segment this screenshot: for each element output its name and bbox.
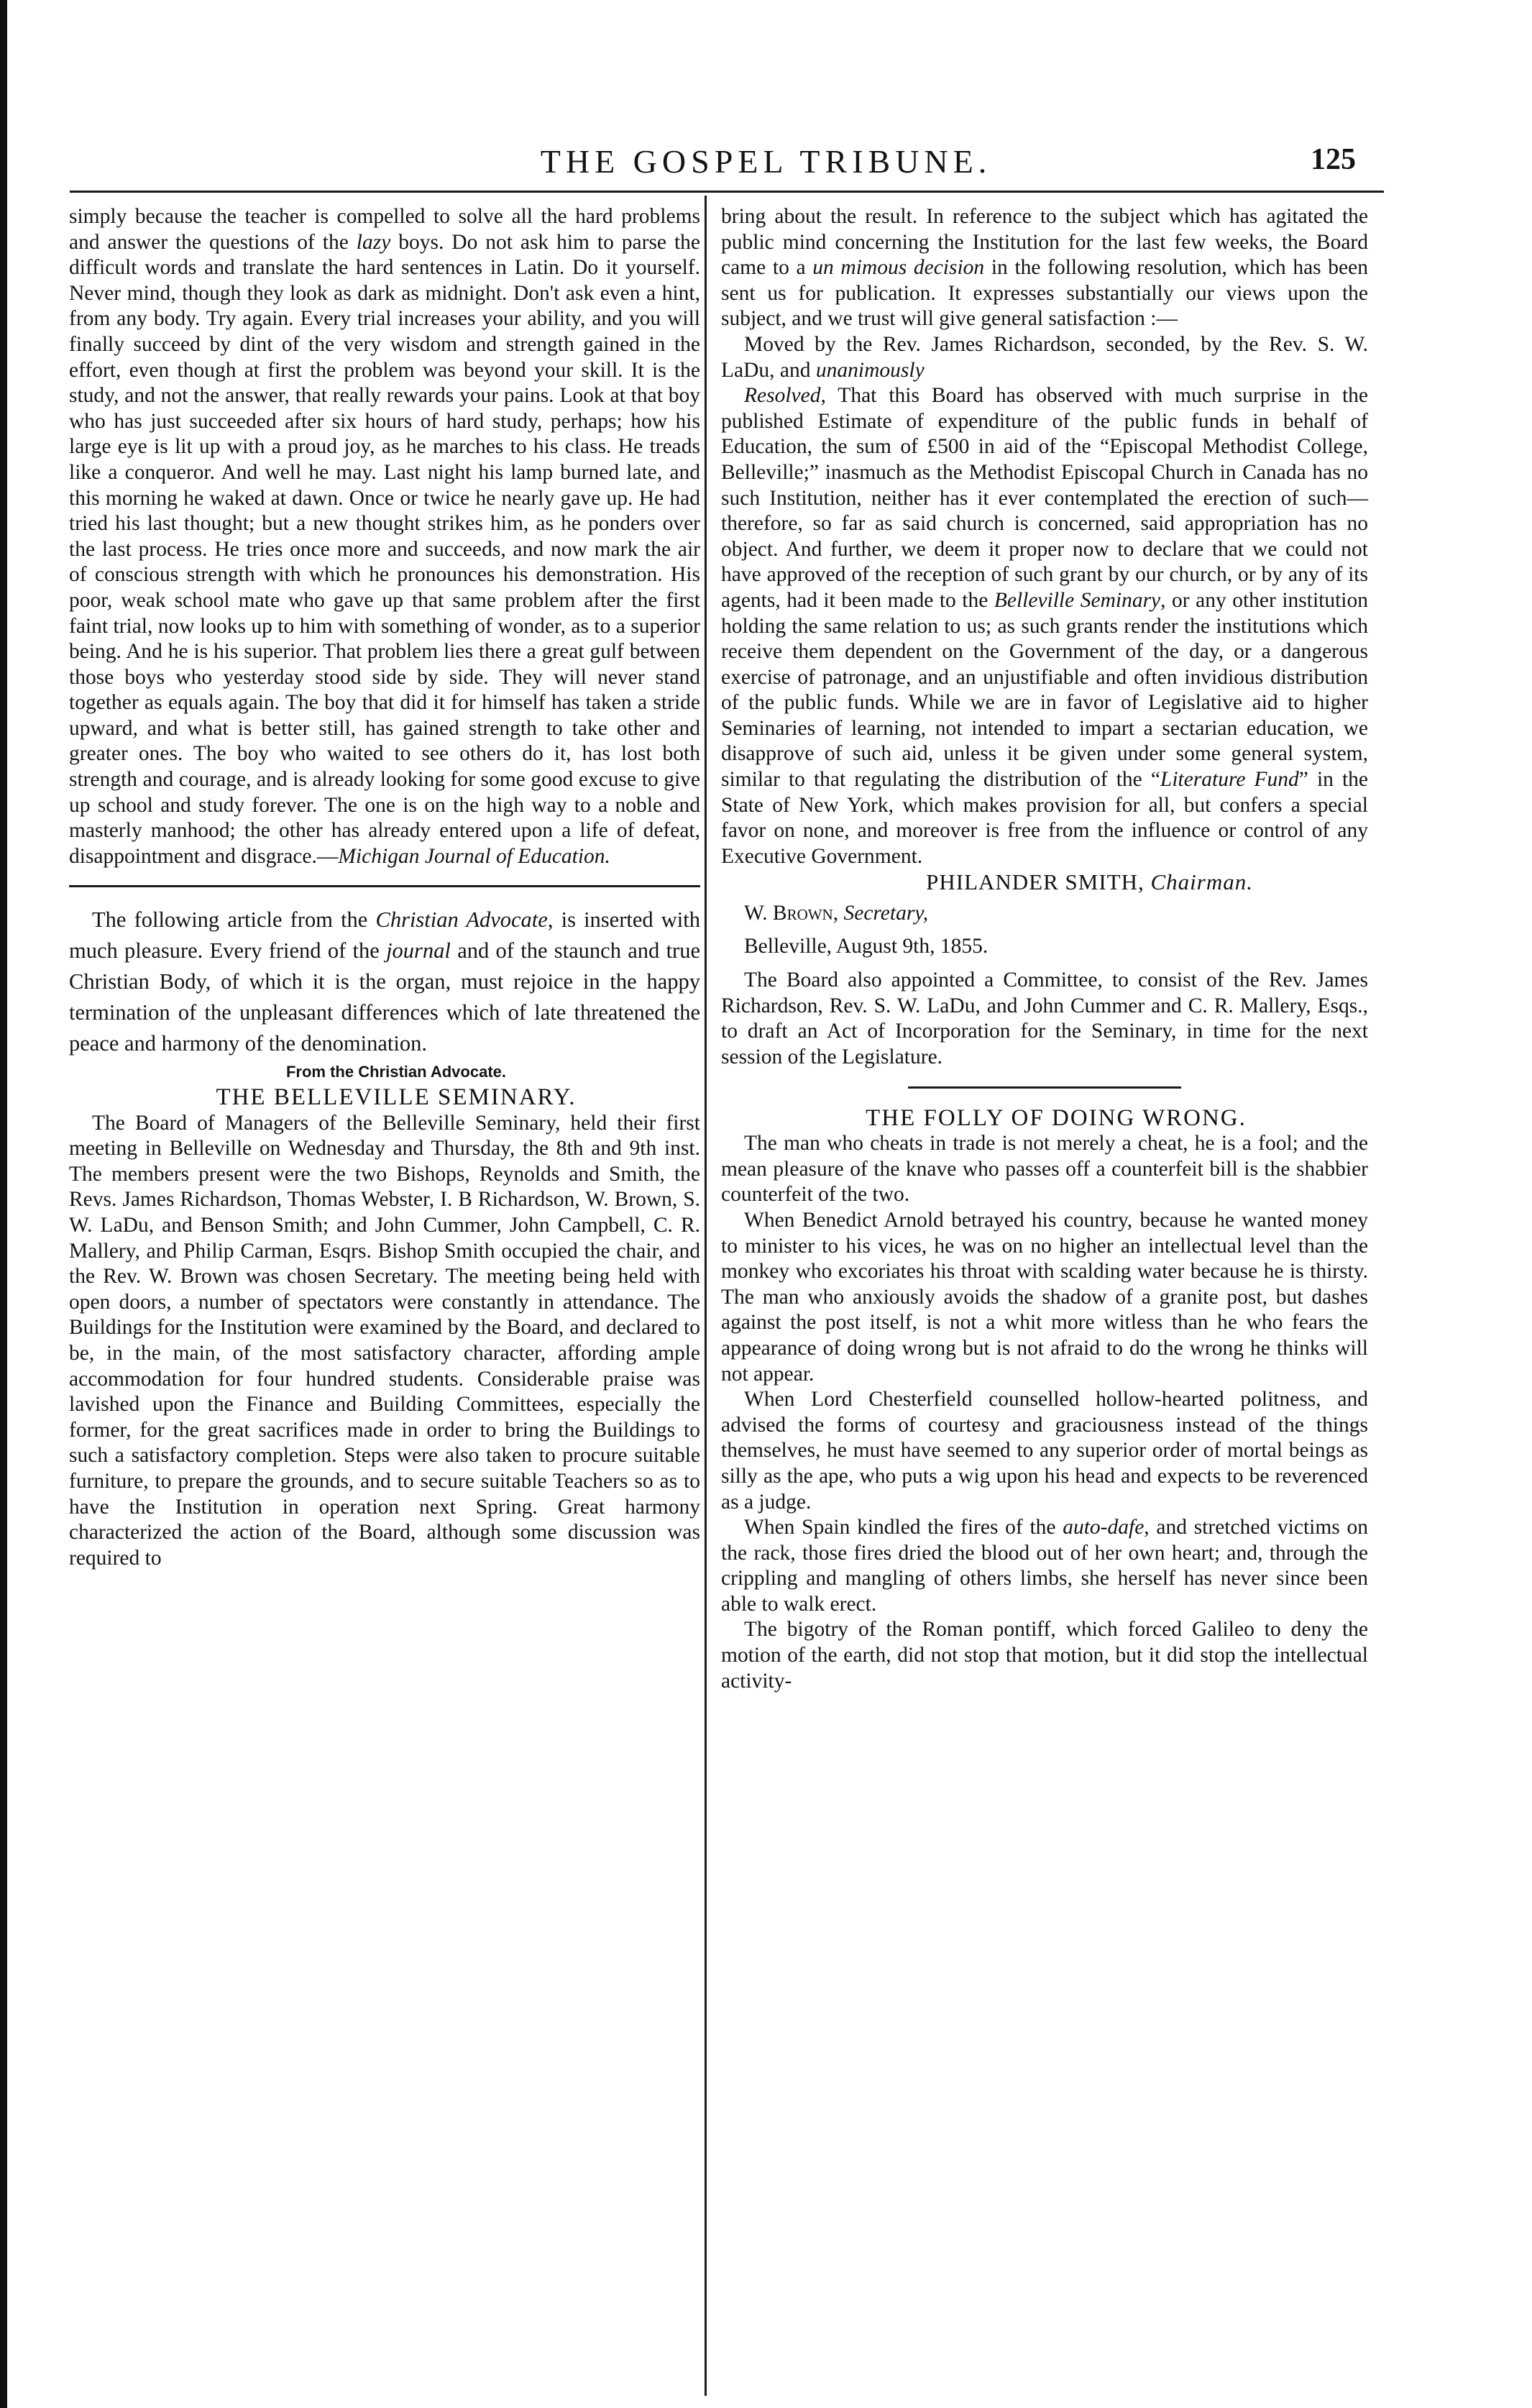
chairman-signature [721, 869, 1368, 895]
editor-intro-note [69, 905, 700, 1059]
seminary-heading: THE BELLEVILLE SEMINARY. [216, 1084, 577, 1111]
secretary-name: Brown, [772, 902, 839, 925]
section-rule [69, 885, 700, 887]
committee-paragraph: The Board also appointed a Committee, to consist of the Rev. James Richardson, Rev. S. W. LaDu, and John Cummer and C. R. Mallery, Esqs., to draft an Act of Incorporation for the Seminary, in time for the next session of the Legislature. [721, 969, 1368, 1068]
right-column [721, 204, 1368, 1694]
italic-text: Belleville Seminary [994, 588, 1161, 612]
text-run: boys. Do not ask him to parse the difficult words and translate the hard sentences in Latin. Do it yourself. Never mind, though they look as dark as midnight. Don't ask even a hint, from any body. Try again. Every trial increases your ability, and you will finally succeed by dint of the very wisdom and strength gained in the effort, even though at first the problem was beyond your skill. It is the study, and not the answer, that really rewards your pains. Look at that boy who has just succeeded after six hours of hard study, perhaps; how his large eye is lit up with a proud joy, as he marches to his class. He treads like a conqueror. And well he may. Last night his lamp burned late, and this morning he waked at dawn. Once or twice he nearly gave up. He had tried his last thought; but a new thought strikes him, as he ponders over the last process. He tries once more and succeeds, and now mark the air of conscious strength with which he pronounces his demonstration. His poor, weak school mate who gave up that same problem after the first faint trial, now looks up to him with something of wonder, as to a superior being. And he is his superior. That problem lies there a great gulf between those boys who yesterday stood side by side. They will never stand together as equals again. The boy that did it for himself has taken a stride upward, and what is better still, has gained strength to take other and greater ones. The boy who waited to see others do it, has lost both strength and courage, and is already looking for some good excuse to give up school and study forever. The one is on the high way to a noble and masterly manhood; the other has already entered upon a life of defeat, disappointment and disgrace.— [69, 230, 700, 868]
text-run: When Spain kindled the fires of the [744, 1516, 1063, 1539]
text-run: That this Board has observed with much surprise in the published Estimate of expenditure of the public funds in behalf of Education, the sum of £500 in aid of the “Episcopal Methodist College, Belleville;” inasmuch as the Methodist Episcopal Church in Canada has no such Institution, neither has it ever contemplated the erection of such—therefore, so far as said church is concerned, said appropriation has no object. And further, we deem it proper now to declare that we could not have approved of the reception of such grant by our church, or by any of its agents, had it been made to the [721, 384, 1368, 612]
text-run: and of the staunch and true Christian Body, of which it is the organ, must rejoice in the happy termination of the unpleasant differences which of late threatened the peace and harmony of the denomination. [69, 938, 700, 1056]
folly-heading: THE FOLLY OF DOING WRONG. [866, 1104, 1247, 1131]
italic-text: un mimous decision [812, 256, 985, 280]
italic-text: journal [386, 938, 451, 963]
folly-paragraph: When Benedict Arnold betrayed his country, because he wanted money to minister to his vices, he was on no higher an intellectual level than the monkey who excoriates his throat with scalding water because he is thirsty. The man who anxiously avoids the shadow of a granite post, but dashes against the post itself, is not a whit more witless than he who fears the appearance of doing wrong but is not afraid to do the wrong he thinks will not appear. [721, 1208, 1368, 1386]
seminary-continued-paragraph [721, 204, 1368, 332]
intro-paragraph [69, 905, 700, 1059]
text-run: ” in the State of New York, which makes provision for all, but confers a special favor on none, and moreover is free from the influence or control of any Executive Government. [721, 768, 1368, 868]
italic-text: Literature Fund [1160, 768, 1299, 792]
secretary-signature [721, 901, 1368, 927]
chairman-name: PHILANDER SMITH, [926, 869, 1145, 895]
text-run: , and stretched victims on the rack, those fires dried the blood out of her own heart; and, through the crippling and mangling of others limbs, she herself has never since been able to walk erect. [721, 1516, 1368, 1616]
text-run: The following article from the [92, 907, 376, 933]
italic-text: auto-dafe [1063, 1516, 1145, 1539]
text-run: bring about the result. In reference to the subject which has agitated the public mind concerning the Institution for the last few weeks, the Board came to a [721, 205, 1368, 280]
binding-edge [0, 0, 7, 2408]
text-run: simply because the teacher is compelled to solve all the hard problems and answer the questions of the [69, 205, 700, 254]
resolution-paragraph [721, 383, 1368, 869]
page-header-title: THE GOSPEL TRIBUNE. [540, 143, 992, 180]
folly-paragraph [721, 1515, 1368, 1617]
italic-text: Christian Advocate [375, 907, 548, 933]
header-rule [70, 191, 1384, 193]
text-run: , or any other institution holding the same relation to us; as such grants render the institutions which receive them dependent on the Government of the day, or a dangerous exercise of patronage, and an unjustifiable and often invidious distribution of the public funds. While we are in favor of Legislative aid to higher Seminaries of learning, not intended to impart a sectarian education, we disapprove of such aid, unless it be given under some general system, similar to that regulating the distribution of the “ [721, 588, 1369, 792]
seminary-paragraph: The Board of Managers of the Belleville Seminary, held their first meeting in Belleville on Wednesday and Thursday, the 8th and 9th inst. The members present were the two Bishops, Reynolds and Smith, the Revs. James Richardson, Thomas Webster, I. B Richardson, W. Brown, S. W. LaDu, and Benson Smith; and John Cummer, John Campbell, C. R. Mallery, and Philip Carman, Esqrs. Bishop Smith occupied the chair, and the Rev. W. Brown was chosen Secretary. The meeting being held with open doors, a number of spectators were constantly in attendance. The Buildings for the Institution were examined by the Board, and declared to be, in the main, of the most satisfactory character, affording ample accommodation for four hundred students. Considerable praise was lavished upon the Finance and Building Committees, especially the former, for the great sacrifices made in order to bring the Buildings to such a satisfactory completion. Steps were also taken to procure suitable furniture, to prepare the grounds, and to secure suitable Teachers so as to have the Institution in operation next Spring. Great harmony characterized the action of the Board, although some discussion was required to [69, 1111, 700, 1570]
source-label: From the Christian Advocate. [285, 1063, 506, 1081]
section-rule [908, 1086, 1181, 1089]
text-run: W. [744, 902, 773, 925]
date-line: Belleville, August 9th, 1855. [744, 934, 989, 958]
folly-paragraph: The man who cheats in trade is not merely a cheat, he is a fool; and the mean pleasure of the knave who passes off a counterfeit bill is the shabbier counterfeit of the two. [721, 1132, 1368, 1207]
italic-text: unanimously [815, 358, 925, 382]
motion-line [721, 332, 1368, 383]
text-run: Moved by the Rev. James Richardson, seconded, by the Rev. S. W. LaDu, and [721, 332, 1368, 382]
column-divider [705, 196, 707, 2396]
text-run: in the following resolution, which has been sent us for publication. It expresses substantially our views upon the subject, and we trust will give general satisfaction :— [721, 256, 1368, 331]
text-run: , is inserted with much pleasure. Every friend of the [69, 907, 701, 963]
article-source-citation: Michigan Journal of Education. [338, 844, 610, 868]
folly-paragraph: When Lord Chesterfield counselled hollow-hearted politness, and advised the forms of courtesy and graciousness instead of the things themselves, he must have seemed to any superior order of mortal beings as silly as the ape, who puts a wig upon his head and expects to be reverenced as a judge. [721, 1388, 1368, 1514]
left-column [69, 204, 700, 1571]
chairman-title: Chairman. [1150, 869, 1253, 895]
page-number: 125 [1311, 143, 1356, 176]
folly-paragraph: The bigotry of the Roman pontiff, which forced Galileo to deny the motion of the earth, did not stop that motion, but it did stop the intellectual activity- [721, 1618, 1368, 1693]
education-article-paragraph [69, 204, 700, 869]
italic-text: lazy [356, 230, 391, 254]
secretary-title: Secretary, [843, 902, 929, 925]
resolved-label: Resolved, [744, 384, 826, 408]
